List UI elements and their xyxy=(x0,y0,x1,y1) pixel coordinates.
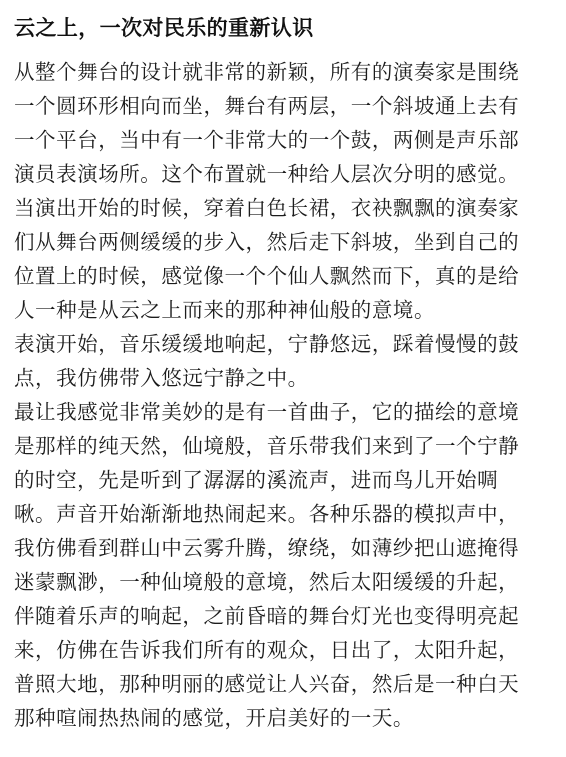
text-line: 普照大地，那种明丽的感觉让人兴奋，然后是一种白天 xyxy=(14,672,520,696)
post-body xyxy=(14,55,559,735)
text-line: 来，仿佛在告诉我们所有的观众，日出了，太阳升起， xyxy=(14,638,520,662)
text-line: 演员表演场所。这个布置就一种给人层次分明的感觉。 xyxy=(14,162,520,186)
text-line: 位置上的时候，感觉像一个个仙人飘然而下，真的是给 xyxy=(14,264,520,288)
text-line: 人一种是从云之上而来的那种神仙般的意境。 xyxy=(14,298,435,322)
text-line: 一个圆环形相向而坐，舞台有两层，一个斜坡通上去有 xyxy=(14,94,520,118)
text-line: 的时空，先是听到了潺潺的溪流声，进而鸟儿开始啁 xyxy=(14,468,499,492)
text-line: 是那样的纯天然，仙境般，音乐带我们来到了一个宁静 xyxy=(14,434,520,458)
text-line: 从整个舞台的设计就非常的新颖，所有的演奏家是围绕 xyxy=(14,60,520,84)
post-title: 云之上，一次对民乐的重新认识 xyxy=(14,16,314,40)
text-line: 伴随着乐声的响起，之前昏暗的舞台灯光也变得明亮起 xyxy=(14,604,520,628)
text-line: 当演出开始的时候，穿着白色长裙，衣袂飘飘的演奏家 xyxy=(14,196,520,220)
text-line: 们从舞台两侧缓缓的步入，然后走下斜坡，坐到自己的 xyxy=(14,230,520,254)
text-line: 一个平台，当中有一个非常大的一个鼓，两侧是声乐部 xyxy=(14,128,520,152)
text-line: 点，我仿佛带入悠远宁静之中。 xyxy=(14,366,309,390)
text-line: 啾。声音开始渐渐地热闹起来。各种乐器的模拟声中， xyxy=(14,502,520,526)
text-line: 那种喧闹热热闹的感觉，开启美好的一天。 xyxy=(14,706,414,730)
text-line: 最让我感觉非常美妙的是有一首曲子，它的描绘的意境 xyxy=(14,400,520,424)
text-line: 表演开始，音乐缓缓地响起，宁静悠远，踩着慢慢的鼓 xyxy=(14,332,520,356)
text-line: 迷蒙飘渺，一种仙境般的意境，然后太阳缓缓的升起， xyxy=(14,570,520,594)
text-line: 我仿佛看到群山中云雾升腾，缭绕，如薄纱把山遮掩得 xyxy=(14,536,520,560)
